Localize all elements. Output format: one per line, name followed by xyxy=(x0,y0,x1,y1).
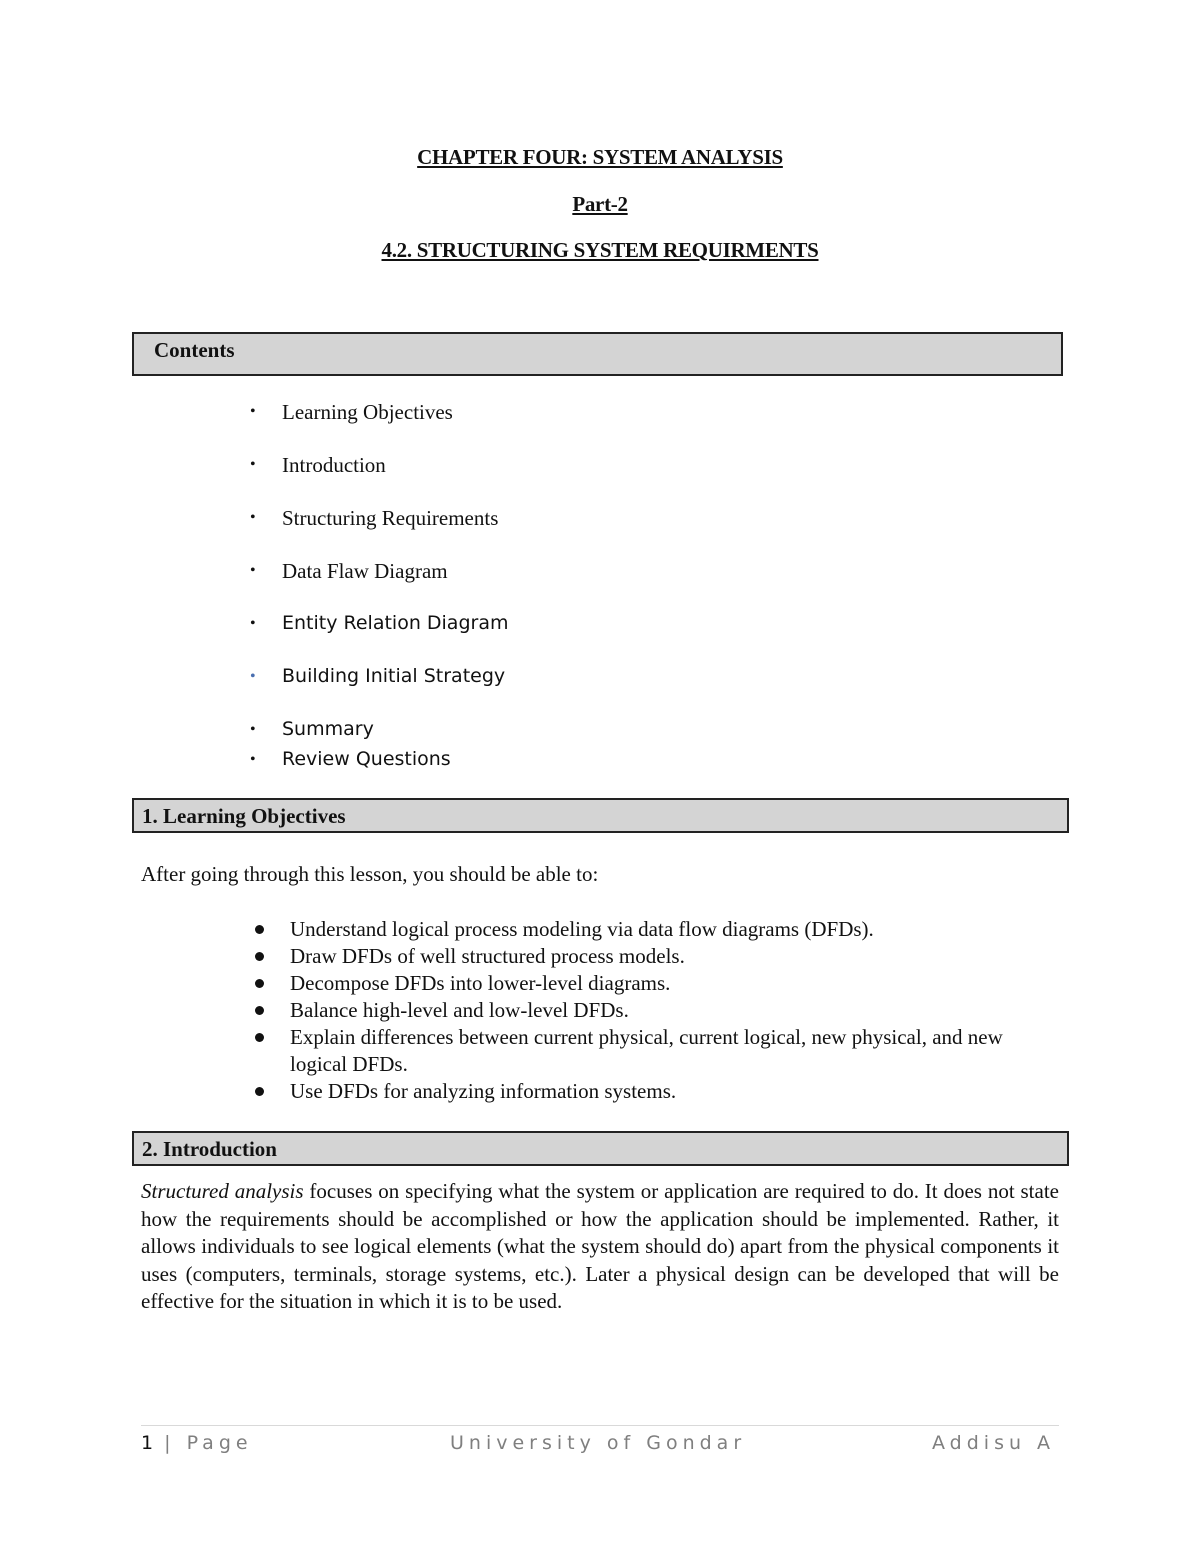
contents-item-label: Entity Relation Diagram xyxy=(282,612,509,634)
bullet-icon: • xyxy=(250,615,256,632)
bullet-icon: • xyxy=(250,456,256,473)
footer-page xyxy=(141,1432,253,1454)
contents-header-label: Contents xyxy=(154,338,235,362)
chapter-title: CHAPTER FOUR: SYSTEM ANALYSIS xyxy=(417,145,783,169)
section-title: 4.2. STRUCTURING SYSTEM REQUIRMENTS xyxy=(381,238,819,262)
bullet-icon: • xyxy=(250,668,256,685)
list-item xyxy=(255,1078,1063,1105)
learning-objectives-intro: After going through this lesson, you should be able to: xyxy=(141,862,599,886)
introduction-header-label: 2. Introduction xyxy=(142,1137,277,1161)
contents-item-label: Summary xyxy=(282,718,374,740)
list-item xyxy=(255,943,1063,970)
bullet-icon: • xyxy=(250,751,256,768)
bullet-icon: • xyxy=(250,562,256,579)
bullet-icon xyxy=(255,1087,264,1096)
footer-author: Addisu A xyxy=(932,1432,1056,1454)
contents-item-label: Data Flaw Diagram xyxy=(282,559,448,583)
contents-item-label: Learning Objectives xyxy=(282,400,453,424)
bullet-icon xyxy=(255,1033,264,1042)
list-item xyxy=(255,1024,1063,1078)
structured-analysis-term: Structured analysis xyxy=(141,1179,304,1203)
page-number: 1 xyxy=(141,1432,154,1454)
introduction-header xyxy=(132,1131,1069,1166)
list-item xyxy=(255,997,1063,1024)
footer-institution: University of Gondar xyxy=(450,1432,747,1454)
objective-text: Draw DFDs of well structured process models. xyxy=(290,944,685,968)
page-label: | Page xyxy=(153,1432,253,1454)
learning-objectives-header-label: 1. Learning Objectives xyxy=(142,804,346,828)
contents-item-label: Introduction xyxy=(282,453,386,477)
bullet-icon: • xyxy=(250,403,256,420)
objective-text: Balance high-level and low-level DFDs. xyxy=(290,998,629,1022)
part-title: Part-2 xyxy=(572,192,628,216)
objective-text: Understand logical process modeling via data flow diagrams (DFDs). xyxy=(290,917,874,941)
bullet-icon: • xyxy=(250,721,256,738)
contents-item-label: Building Initial Strategy xyxy=(282,665,506,687)
list-item xyxy=(255,970,1063,997)
contents-item-label: Structuring Requirements xyxy=(282,506,499,530)
objective-text: Use DFDs for analyzing information systems. xyxy=(290,1079,677,1103)
list-item xyxy=(255,916,1063,943)
contents-item-label: Review Questions xyxy=(282,748,451,770)
bullet-icon xyxy=(255,979,264,988)
bullet-icon xyxy=(255,1006,264,1015)
footer-divider xyxy=(141,1425,1059,1426)
bullet-icon xyxy=(255,952,264,961)
bullet-icon: • xyxy=(250,509,256,526)
bullet-icon xyxy=(255,925,264,934)
learning-objectives-header xyxy=(132,798,1069,833)
introduction-body: focuses on specifying what the system or application are required to do. It does not state how the requirements should be accomplished or how the application should be implemented. Rather, it allows individuals to see logical elements (what the system should do) apart from the physical components it uses (computers, terminals, storage systems, etc.). Later a physical design can be developed that will be effective for the situation in which it is to be used. xyxy=(141,1179,1059,1313)
introduction-paragraph xyxy=(141,1178,1059,1316)
contents-header xyxy=(132,332,1063,376)
objective-text: Explain differences between current physical, current logical, new physical, and new logical DFDs. xyxy=(290,1025,1003,1076)
objective-text: Decompose DFDs into lower-level diagrams. xyxy=(290,971,671,995)
learning-objectives-list xyxy=(255,916,1063,1105)
